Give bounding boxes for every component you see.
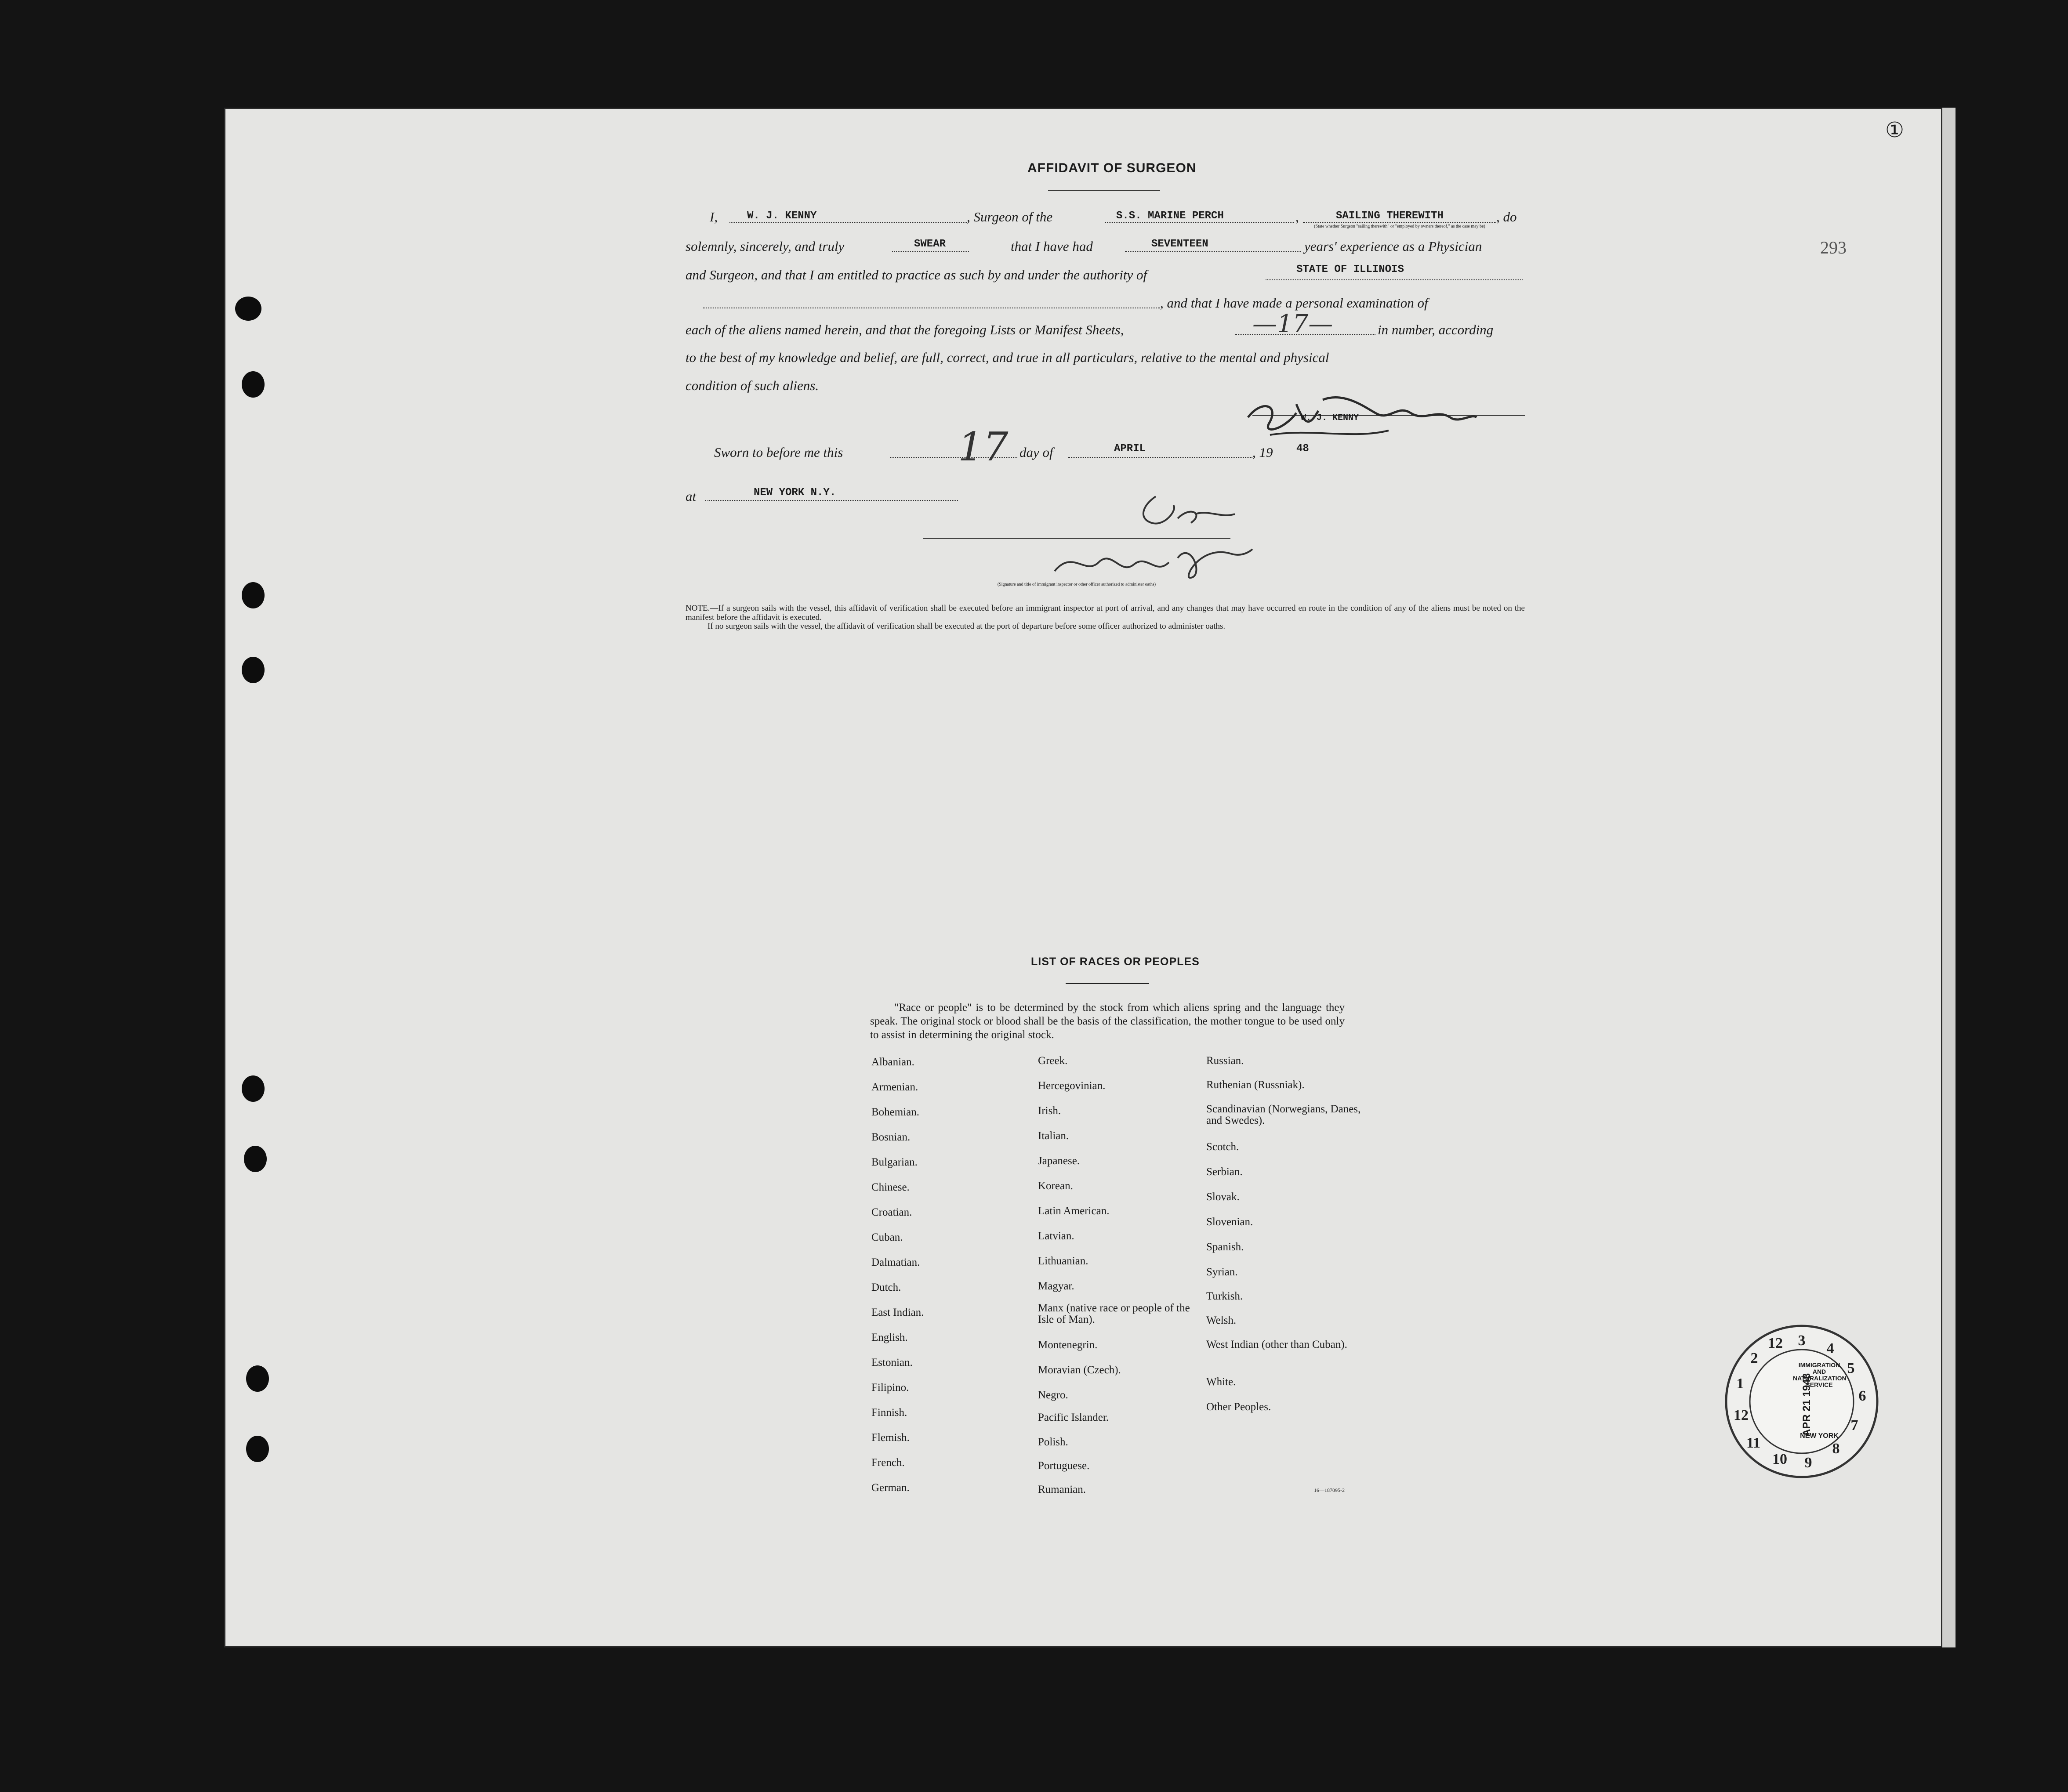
- race-item: Pacific Islander.: [1038, 1412, 1109, 1423]
- race-item: Croatian.: [871, 1206, 912, 1218]
- races-title-rule: [1066, 983, 1149, 984]
- race-item: Finnish.: [871, 1407, 907, 1419]
- page-number: 293: [1820, 238, 1847, 257]
- note-2: If no surgeon sails with the vessel, the affidavit of verification shall be executed at the port of departure before some officer authorized to administer oaths.: [707, 622, 1226, 631]
- race-item: Russian.: [1206, 1055, 1244, 1067]
- race-item: Portuguese.: [1038, 1460, 1090, 1472]
- race-item: Turkish.: [1206, 1290, 1243, 1302]
- race-item: Moravian (Czech).: [1038, 1364, 1121, 1376]
- text-i: I,: [710, 209, 718, 224]
- text-do: , do: [1496, 209, 1517, 224]
- svg-text:10: 10: [1772, 1451, 1787, 1467]
- svg-text:4: 4: [1826, 1340, 1834, 1357]
- svg-text:8: 8: [1832, 1441, 1840, 1457]
- race-item: English.: [871, 1332, 908, 1343]
- text-at: at: [686, 489, 697, 504]
- note-1: NOTE.—If a surgeon sails with the vessel, this affidavit of verification shall be executed before an immigrant inspector at port of arrival, and any changes that may have occurred en route in the condition of any of the aliens must be noted on the manifest before the affidavit is executed.: [686, 604, 1525, 622]
- binder-hole: [244, 1146, 267, 1172]
- svg-text:1: 1: [1736, 1376, 1744, 1392]
- binder-hole: [246, 1436, 269, 1462]
- race-item: Serbian.: [1206, 1166, 1243, 1178]
- fill-years: [1125, 251, 1301, 252]
- race-item: Bohemian.: [871, 1106, 920, 1118]
- sworn-month: APRIL: [1114, 443, 1146, 455]
- fill-surgeon: [729, 222, 967, 223]
- race-item: Bosnian.: [871, 1131, 911, 1143]
- oath-type: SWEAR: [914, 238, 946, 250]
- text-day-of: day of: [1019, 445, 1053, 460]
- race-item: Lithuanian.: [1038, 1255, 1088, 1267]
- race-item: Polish.: [1038, 1436, 1068, 1448]
- race-item: Ruthenian (Russniak).: [1206, 1079, 1305, 1091]
- race-item: Flemish.: [871, 1432, 910, 1444]
- race-item: Magyar.: [1038, 1280, 1074, 1292]
- vessel-name: S.S. MARINE PERCH: [1116, 210, 1224, 222]
- signature-typed: W. J. KENNY: [1301, 413, 1359, 423]
- text-surgeon-of: , Surgeon of the: [967, 209, 1053, 224]
- race-item: Spanish.: [1206, 1241, 1244, 1253]
- fill-place: [705, 500, 958, 501]
- race-item: Greek.: [1038, 1055, 1068, 1067]
- surgeon-signature: [1244, 387, 1481, 448]
- race-item: Slovenian.: [1206, 1216, 1253, 1228]
- race-item: Scandinavian (Norwegians, Danes, and Swedes).: [1206, 1103, 1361, 1126]
- text-condition: condition of such aliens.: [686, 378, 819, 393]
- fill-oath: [892, 251, 969, 252]
- officer-caption: (Signature and title of immigrant inspector or other officer authorized to administer oaths): [997, 582, 1156, 587]
- text-knowledge: to the best of my knowledge and belief, are full, correct, and true in all particulars, relative to the mental and physical: [686, 350, 1329, 365]
- sheet-count: —17—: [1252, 310, 1333, 338]
- comma: ,: [1295, 209, 1299, 224]
- years-experience: SEVENTEEN: [1151, 238, 1208, 250]
- stamp-agency: IMMIGRATION AND NATURALIZATION SERVICE: [1793, 1361, 1847, 1388]
- authority: STATE OF ILLINOIS: [1296, 264, 1404, 275]
- fill-vessel: [1105, 222, 1294, 223]
- text-manifest: each of the aliens named herein, and that the foregoing Lists or Manifest Sheets,: [686, 322, 1124, 337]
- races-title: LIST OF RACES OR PEOPLES: [1031, 956, 1200, 968]
- race-item: Dutch.: [871, 1282, 901, 1293]
- binder-hole: [242, 371, 265, 398]
- officer-line: [923, 538, 1230, 539]
- svg-text:2: 2: [1750, 1350, 1758, 1366]
- race-item: Dalmatian.: [871, 1256, 920, 1268]
- sheet-edge: [1942, 108, 1956, 1647]
- race-item: Latvian.: [1038, 1230, 1074, 1242]
- svg-text:5: 5: [1847, 1360, 1855, 1376]
- affidavit-title: AFFIDAVIT OF SURGEON: [1027, 161, 1197, 175]
- binder-hole: [242, 657, 265, 683]
- svg-text:6: 6: [1858, 1388, 1866, 1404]
- race-item: German.: [871, 1482, 910, 1494]
- receipt-stamp: [1723, 1322, 1881, 1481]
- binder-hole: [242, 1075, 265, 1102]
- race-item: West Indian (other than Cuban).: [1206, 1339, 1347, 1350]
- title-rule: [1048, 190, 1160, 191]
- races-intro: "Race or people" is to be determined by the stock from which aliens spring and the language they speak. The original stock or blood shall be the basis of the classification, the mother tongue to be used only to assist in determining the original stock.: [870, 1002, 1345, 1041]
- race-item: Other Peoples.: [1206, 1401, 1271, 1413]
- race-item: East Indian.: [871, 1307, 924, 1318]
- text-sworn: Sworn to before me this: [714, 445, 843, 460]
- race-item: Rumanian.: [1038, 1484, 1086, 1495]
- fill-authority: [1266, 279, 1523, 280]
- sworn-place: NEW YORK N.Y.: [754, 487, 836, 499]
- race-item: Manx (native race or people of the Isle of Man).: [1038, 1302, 1190, 1325]
- race-item: Japanese.: [1038, 1155, 1080, 1167]
- text-authority: and Surgeon, and that I am entitled to practice as such by and under the authority of: [686, 267, 1147, 282]
- binder-hole: [242, 582, 265, 608]
- sailing-hint: (State whether Surgeon "sailing therewith" or "employed by owners thereof," as the case may be): [1314, 224, 1485, 229]
- race-item: Italian.: [1038, 1130, 1069, 1142]
- svg-text:9: 9: [1804, 1455, 1812, 1471]
- race-item: Welsh.: [1206, 1314, 1237, 1326]
- svg-text:12: 12: [1734, 1407, 1749, 1423]
- race-item: Filipino.: [871, 1382, 909, 1394]
- fill-month: [1068, 457, 1252, 458]
- race-item: Estonian.: [871, 1357, 913, 1368]
- race-item: Irish.: [1038, 1105, 1061, 1117]
- fill-sailing: [1303, 222, 1496, 223]
- race-item: Albanian.: [871, 1056, 914, 1068]
- text-have-had: that I have had: [1011, 239, 1093, 254]
- race-item: French.: [871, 1457, 905, 1469]
- race-item: Montenegrin.: [1038, 1339, 1098, 1351]
- svg-text:3: 3: [1798, 1332, 1806, 1349]
- stamp-date: APR 21 1948: [1801, 1373, 1813, 1437]
- svg-text:11: 11: [1746, 1435, 1761, 1451]
- race-item: Scotch.: [1206, 1141, 1239, 1153]
- binder-hole: [246, 1365, 269, 1392]
- race-item: Syrian.: [1206, 1266, 1238, 1278]
- race-item: Cuban.: [871, 1231, 903, 1243]
- text-solemnly: solemnly, sincerely, and truly: [686, 239, 845, 254]
- corner-mark: ①: [1885, 119, 1905, 142]
- race-item: Hercegovinian.: [1038, 1080, 1106, 1092]
- race-item: Negro.: [1038, 1389, 1068, 1401]
- race-item: Chinese.: [871, 1181, 910, 1193]
- text-in-number: in number, according: [1378, 322, 1494, 337]
- race-item: White.: [1206, 1376, 1236, 1388]
- svg-text:7: 7: [1850, 1417, 1858, 1434]
- form-number: 16—187095-2: [1314, 1487, 1345, 1493]
- text-year-prefix: , 19: [1252, 445, 1273, 460]
- sworn-year: 48: [1296, 443, 1309, 455]
- surgeon-name: W. J. KENNY: [747, 210, 817, 222]
- svg-text:12: 12: [1768, 1335, 1783, 1351]
- sailing-status: SAILING THEREWITH: [1336, 210, 1444, 222]
- stamp-city: NEW YORK: [1800, 1432, 1839, 1440]
- text-physician: years' experience as a Physician: [1304, 239, 1482, 254]
- sworn-day: 17: [958, 424, 1009, 470]
- binder-hole-torn: [235, 297, 261, 321]
- race-item: Korean.: [1038, 1180, 1073, 1192]
- text-examination: , and that I have made a personal examination of: [1160, 295, 1428, 311]
- race-item: Armenian.: [871, 1081, 918, 1093]
- race-item: Latin American.: [1038, 1205, 1110, 1217]
- race-item: Bulgarian.: [871, 1156, 918, 1168]
- race-item: Slovak.: [1206, 1191, 1240, 1203]
